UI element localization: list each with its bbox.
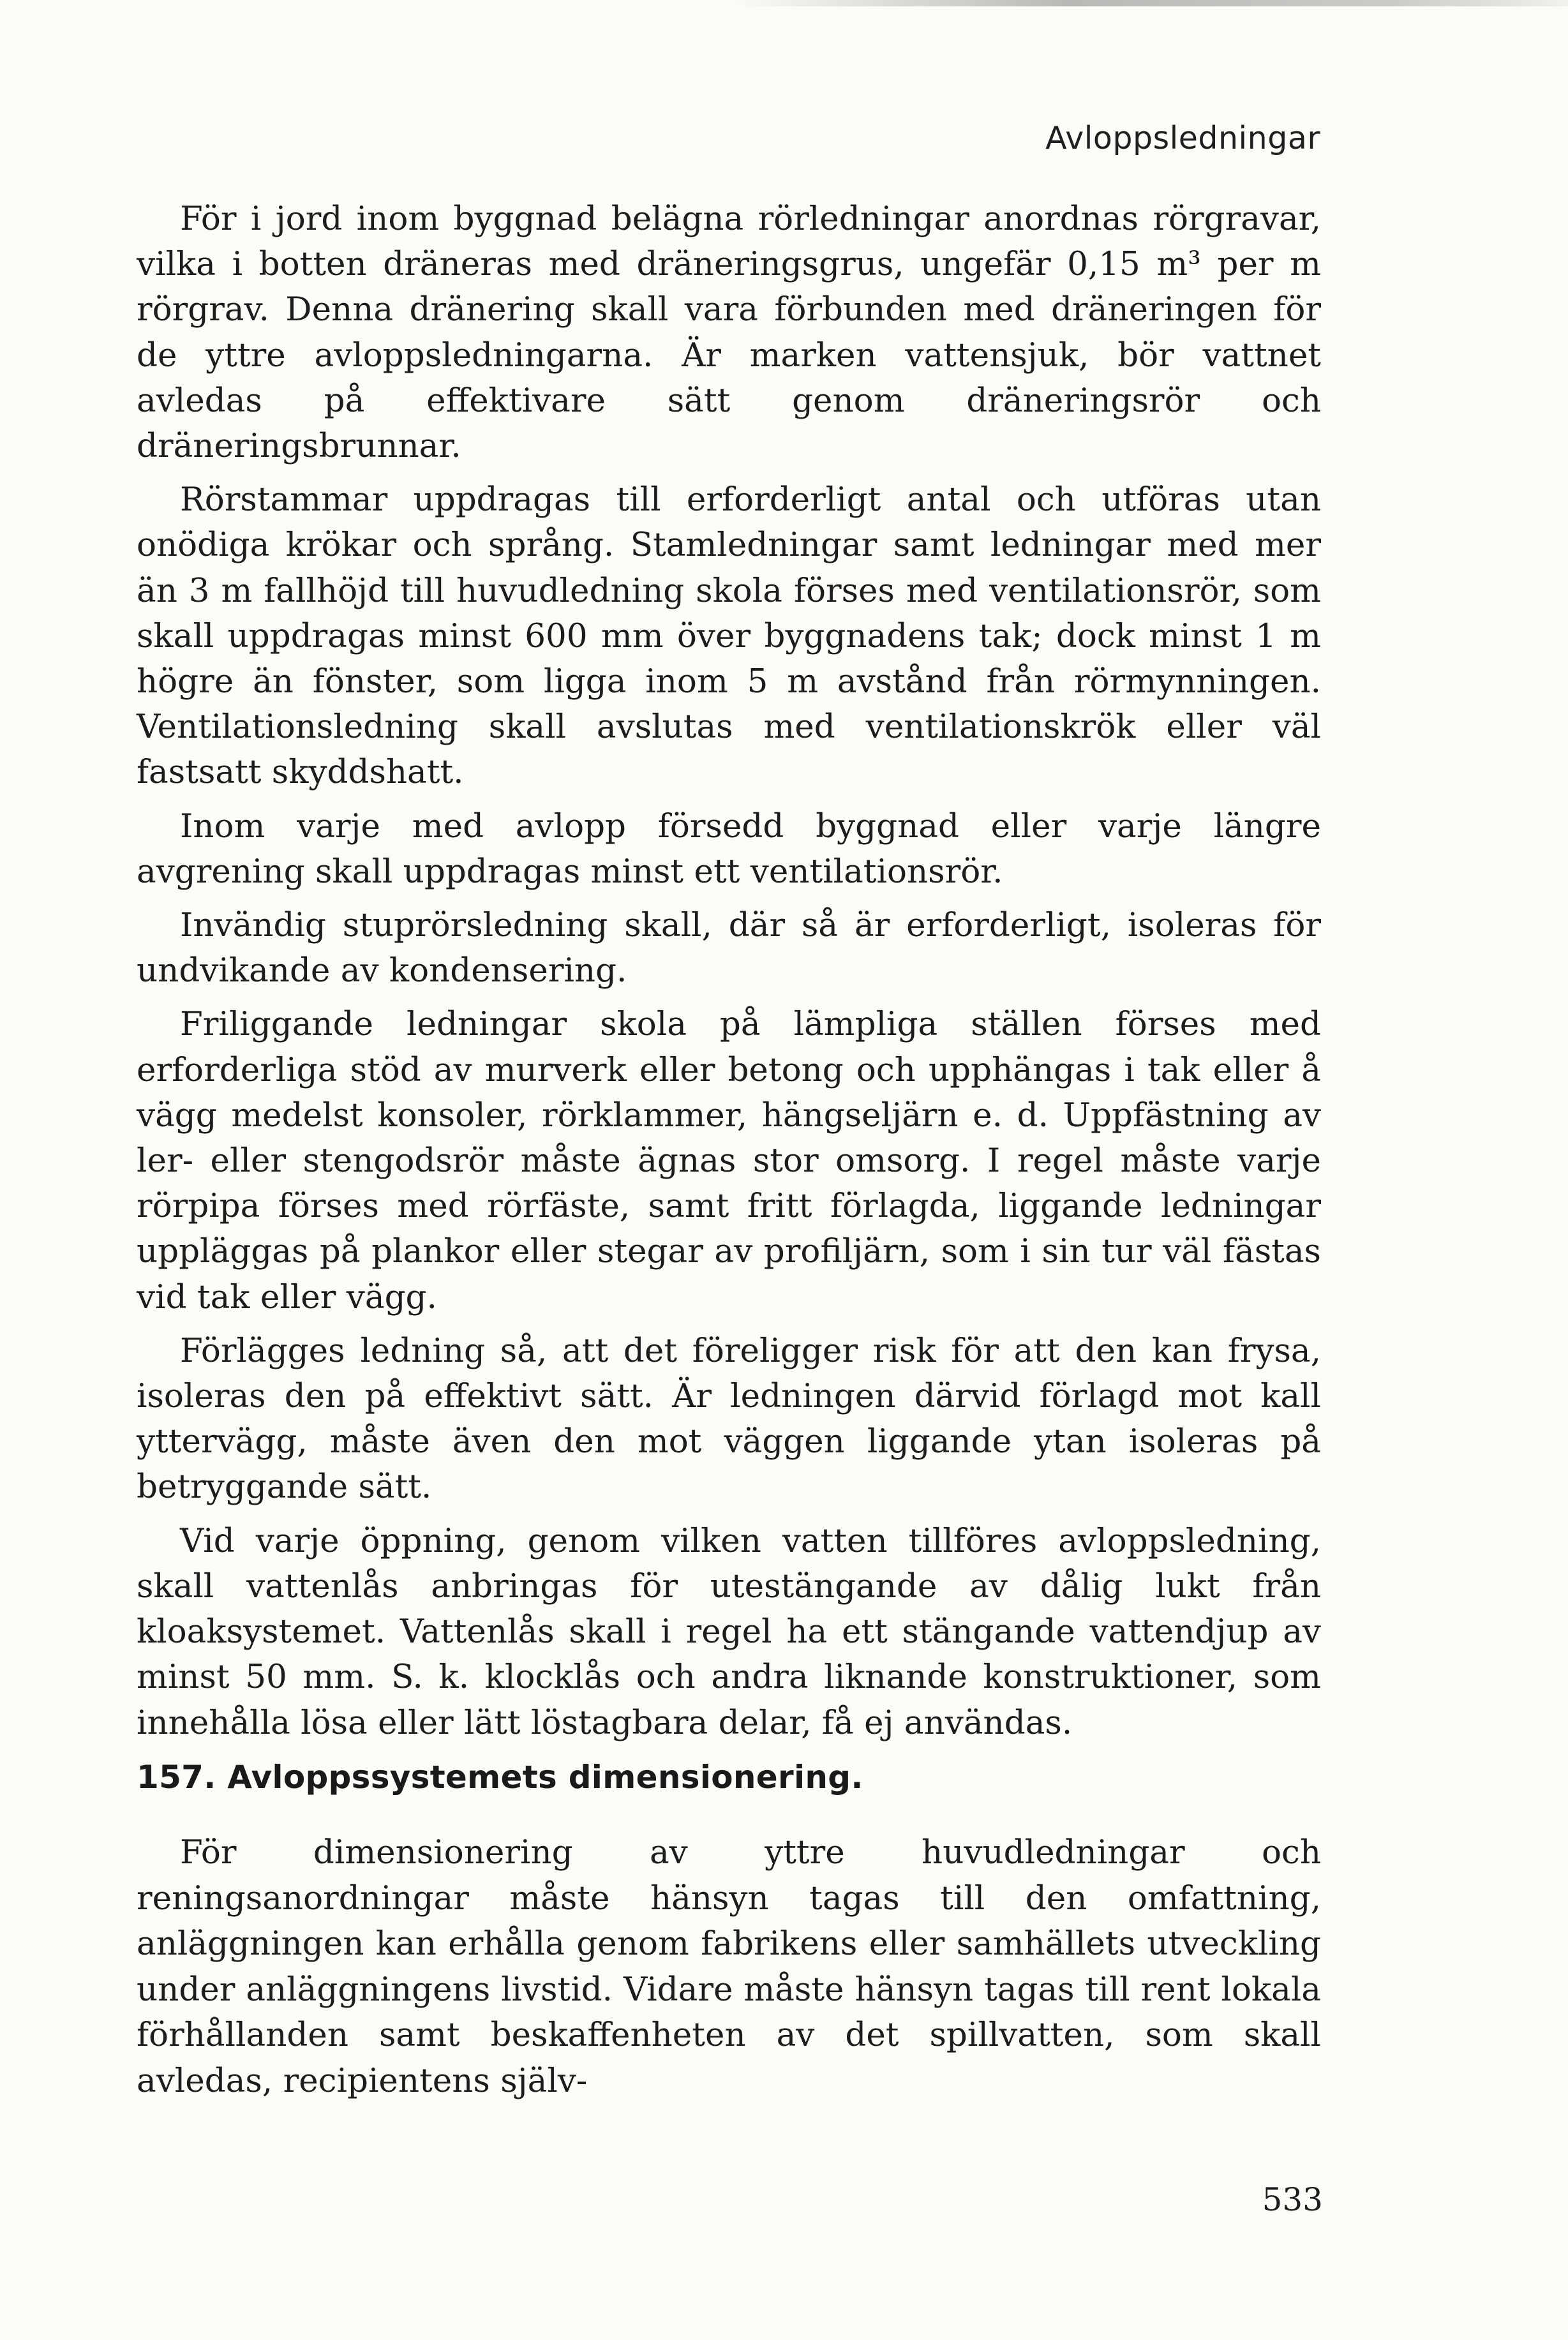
paragraph-pipe-supports: Friliggande ledningar skola på lämpliga ställen förses med erforderliga stöd av murverk eller betong och upphängas i tak eller å vägg medelst konsoler, rörklammer, hängseljärn e. d. Uppfästning av ler- eller stengodsrör måste ägnas stor omsorg. I regel måste varje rörpipa förses med rörfäste, samt fritt förlagda, liggande ledningar uppläggas på plankor eller stegar av profiljärn, som i sin tur väl fästas vid tak eller vägg.: [137, 1005, 1321, 1316]
paragraph-drainage: För i jord inom byggnad belägna rörledningar anordnas rörgravar, vilka i botten dräneras med dräneringsgrus, ungefär 0,15 m³ per m rörgrav. Denna dränering skall vara förbunden med dräneringen för de yttre avloppsledningarna. Är marken vattensjuk, bör vattnet avledas på effektivare sätt genom dräneringsrör och dräneringsbrunnar.: [137, 200, 1321, 466]
running-head: Avloppsledningar: [1045, 120, 1320, 156]
paragraph-dimensioning: För dimensionering av yttre huvudledningar och reningsanordningar måste hänsyn tagas till den omfattning, anläggningen kan erhålla genom fabrikens eller samhällets utveckling under anläggningens livstid. Vidare måste hänsyn tagas till rent lokala förhållanden samt beskaffenheten av det spillvatten, som skall avledas, recipientens själv-: [137, 1833, 1321, 2100]
section-heading: 157. Avloppssystemets dimensionering.: [137, 1759, 863, 1796]
paragraph-pipe-stacks: Rörstammar uppdragas till erforderligt antal och utföras utan onödiga krökar och språng. Stamledningar samt ledningar med mer än 3 m fallhöjd till huvudledning skola förses med ventilationsrör, som skall uppdragas minst 600 mm över byggnadens tak; dock minst 1 m högre än fönster, som ligga inom 5 m avstånd från rörmynningen. Ventilationsledning skall avslutas med ventilationskrök eller väl fastsatt skyddshatt.: [137, 481, 1321, 792]
section-text: [137, 1830, 1321, 2104]
scan-edge-shadow: [734, 0, 1568, 6]
paragraph-downpipe-insulation: Invändig stuprörsledning skall, där så är erforderligt, isoleras för undvikande av kondensering.: [137, 906, 1321, 990]
body-text: [137, 197, 1321, 1754]
page-number: 533: [1262, 2181, 1323, 2218]
paragraph-ventilation: Inom varje med avlopp försedd byggnad eller varje längre avgrening skall uppdragas minst ett ventilationsrör.: [137, 807, 1321, 891]
paragraph-water-traps: Vid varje öppning, genom vilken vatten tillföres avloppsledning, skall vattenlås anbringas för utestängande av dålig lukt från kloaksystemet. Vattenlås skall i regel ha ett stängande vattendjup av minst 50 mm. S. k. klocklås och andra liknande konstruktioner, som innehålla lösa eller lätt löstagbara delar, få ej användas.: [137, 1521, 1321, 1742]
paragraph-frost-protection: Förlägges ledning så, att det föreligger risk för att den kan frysa, isoleras den på effektivt sätt. Är ledningen därvid förlagd mot kall yttervägg, måste även den mot väggen liggande ytan isoleras på betryggande sätt.: [137, 1331, 1321, 1507]
